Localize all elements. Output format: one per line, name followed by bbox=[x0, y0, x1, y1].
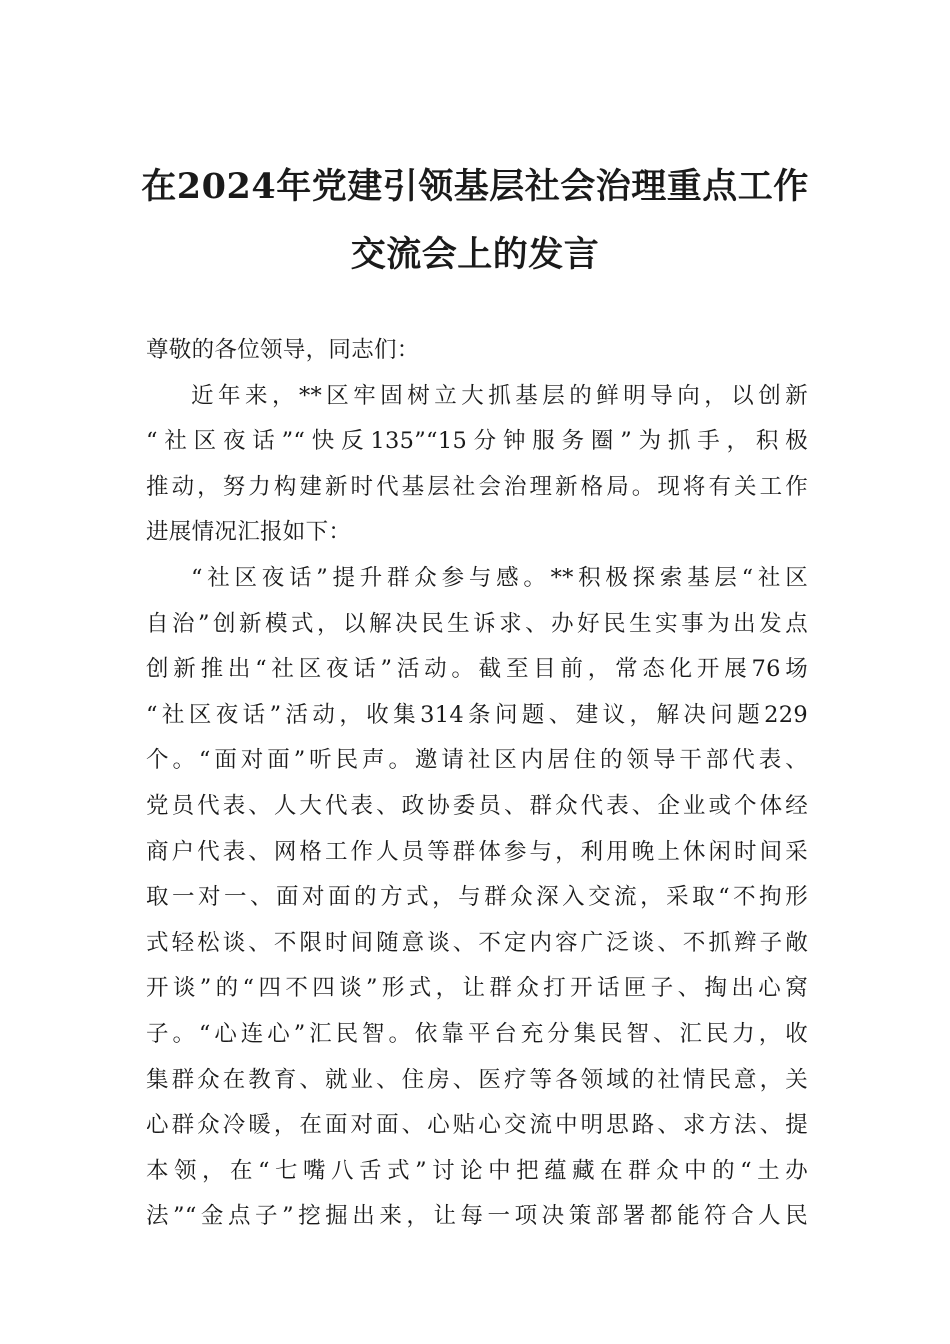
body-line: 推动，努力构建新时代基层社会治理新格局。现将有关工作 bbox=[146, 473, 808, 500]
body-line: 自治”创新模式，以解决民生诉求、办好民生实事为出发点 bbox=[146, 610, 808, 637]
body-line: 党员代表、人大代表、政协委员、群众代表、企业或个体经 bbox=[146, 792, 808, 819]
body-line: 集群众在教育、就业、住房、医疗等各领域的社情民意，关 bbox=[146, 1066, 808, 1093]
body-line: 本领，在“七嘴八舌式”讨论中把蕴藏在群众中的“土办 bbox=[146, 1157, 808, 1184]
salutation-line: 尊敬的各位领导，同志们： bbox=[146, 337, 420, 363]
body-line: 取一对一、面对面的方式，与群众深入交流，采取“不拘形 bbox=[146, 884, 808, 911]
body-line: 开谈”的“四不四谈”形式，让群众打开话匣子、掏出心窝 bbox=[146, 975, 808, 1002]
body-line: 法”“金点子”挖掘出来，让每一项决策部署都能符合人民 bbox=[146, 1203, 808, 1230]
body-line: 子。“心连心”汇民智。依靠平台充分集民智、汇民力，收 bbox=[146, 1020, 808, 1047]
document-title-line-2: 交流会上的发言 bbox=[350, 234, 600, 275]
body-line: 近年来，**区牢固树立大抓基层的鲜明导向，以创新 bbox=[191, 382, 808, 409]
body-line: 个。“面对面”听民声。邀请社区内居住的领导干部代表、 bbox=[146, 747, 808, 774]
body-line: 创新推出“社区夜话”活动。截至目前，常态化开展76场 bbox=[146, 656, 808, 683]
body-line: “社区夜话”提升群众参与感。**积极探索基层“社区 bbox=[191, 564, 808, 591]
body-line: “社区夜话”“快反135”“15分钟服务圈”为抓手，积极 bbox=[146, 428, 808, 455]
document-title-line-1: 在2024年党建引领基层社会治理重点工作 bbox=[141, 166, 809, 207]
document-body bbox=[146, 328, 808, 1240]
body-line: 心群众冷暖，在面对面、心贴心交流中明思路、求方法、提 bbox=[146, 1112, 808, 1139]
body-line: 商户代表、网格工作人员等群体参与，利用晚上休闲时间采 bbox=[146, 838, 808, 865]
body-line: 进展情况汇报如下： bbox=[146, 519, 352, 546]
body-line: “社区夜话”活动，收集314条问题、建议，解决问题229 bbox=[146, 701, 808, 728]
body-line: 式轻松谈、不限时间随意谈、不定内容广泛谈、不抓辫子敞 bbox=[146, 929, 808, 956]
